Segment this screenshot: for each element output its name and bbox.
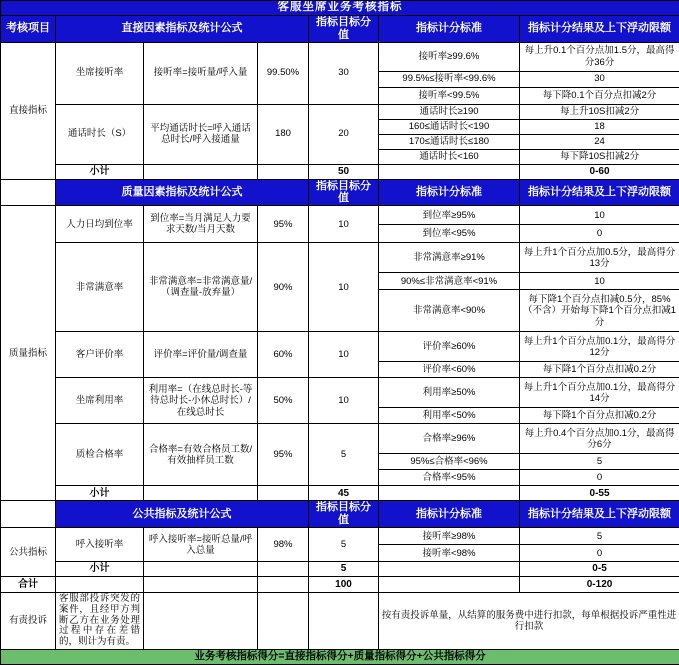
indicator-score: 10 [309,206,379,243]
criteria-standard: 接听率<99.5% [379,87,520,104]
header-public-indicator-formula: 公共指标及统计公式 [56,501,309,528]
criteria-result: 0 [520,225,679,243]
criteria-standard: 非常满意率≥91% [379,243,520,273]
indicator-formula: 非常满意率=非常满意量/（调查量-放弃量） [144,243,258,332]
criteria-standard: 95%≤合格率<96% [379,454,520,470]
subtotal-label: 小计 [56,562,144,577]
indicator-name: 质检合格率 [56,424,144,486]
subtotal-range: 0-55 [520,486,679,501]
indicator-score: 20 [309,104,379,164]
total-range: 0-120 [520,577,679,593]
indicator-target: 95% [258,424,309,486]
subtotal-label: 小计 [56,486,144,501]
empty-cell [258,486,309,501]
indicator-name: 通话时长（S） [56,104,144,164]
criteria-standard: 到位率≥95% [379,206,520,225]
indicator-formula: 到位率=当月满足人力要求天数/当月天数 [144,206,258,243]
subtotal-score: 50 [309,164,379,179]
empty-cell [144,164,258,179]
header-target-score: 指标目标分值 [309,15,379,42]
criteria-standard: 接听率≥99.6% [379,42,520,71]
indicator-name: 人力日均到位率 [56,206,144,243]
header-scoring-standard: 指标计分标准 [379,15,520,42]
empty-cell [144,486,258,501]
criteria-result: 每下降1个百分点扣减0.2分 [520,362,679,378]
header-scoring-standard: 指标计分标准 [379,501,520,528]
indicator-formula: 利用率=（在线总时长-等待总时长-小休总时长）/在线总时长 [144,378,258,424]
empty-cell [1,179,56,206]
criteria-standard: 利用率<50% [379,408,520,424]
empty-cell [258,593,309,649]
empty-cell [144,562,258,577]
indicator-name: 呼入接听率 [56,528,144,562]
total-score: 100 [309,577,379,593]
subtotal-range: 0-5 [520,562,679,577]
liability-description: 客服部投诉突发的案件，且经甲方判断乙方在业务处理过程中存在差错的，则计为有责。 [56,593,144,649]
criteria-standard: 接听率≥98% [379,528,520,545]
header-direct-factor-formula: 直接因素指标及统计公式 [56,15,309,42]
indicator-score: 10 [309,332,379,378]
criteria-standard: 评价率≥60% [379,332,520,362]
criteria-result: 10 [520,273,679,290]
empty-cell [379,486,520,501]
criteria-standard: 通话时长≥190 [379,104,520,119]
indicator-target: 95% [258,206,309,243]
criteria-result: 每上升1个百分点加0.5分，最高得分13分 [520,243,679,273]
indicator-score: 30 [309,42,379,104]
empty-cell [309,593,379,649]
indicator-name: 坐席接听率 [56,42,144,104]
indicator-formula: 呼入接听率=接听总量/呼入总量 [144,528,258,562]
criteria-result: 10 [520,206,679,225]
criteria-result: 5 [520,454,679,470]
indicator-target: 98% [258,528,309,562]
criteria-standard: 通话时长<160 [379,149,520,164]
criteria-standard: 90%≤非常满意率<91% [379,273,520,290]
liability-label: 有责投诉 [1,593,56,649]
subtotal-label: 小计 [56,164,144,179]
criteria-standard: 利用率≥50% [379,378,520,408]
empty-cell [56,577,144,593]
indicator-score: 10 [309,378,379,424]
header-scoring-standard: 指标计分标准 [379,179,520,206]
criteria-result: 每上升0.4个百分点加0.1分，最高得分6分 [520,424,679,454]
indicator-name: 客户评价率 [56,332,144,378]
indicator-name: 非常满意率 [56,243,144,332]
empty-cell [1,501,56,528]
criteria-result: 0 [520,545,679,562]
criteria-result: 每下降10S扣减2分 [520,149,679,164]
section-label-quality: 质量指标 [1,206,56,501]
criteria-standard: 160≤通话时长<190 [379,119,520,134]
indicator-score: 10 [309,243,379,332]
indicator-score: 5 [309,528,379,562]
header-quality-factor-formula: 质量因素指标及统计公式 [56,179,309,206]
criteria-standard: 接听率<98% [379,545,520,562]
indicator-target: 180 [258,104,309,164]
indicator-formula: 评价率=评价量/调查量 [144,332,258,378]
criteria-result: 30 [520,71,679,87]
criteria-result: 每下降1个百分点扣减0.2分 [520,408,679,424]
indicator-target: 60% [258,332,309,378]
criteria-standard: 到位率<95% [379,225,520,243]
criteria-standard: 合格率<95% [379,470,520,486]
section-label-direct: 直接指标 [1,42,56,179]
criteria-result: 0 [520,470,679,486]
indicator-target: 90% [258,243,309,332]
subtotal-range: 0-60 [520,164,679,179]
header-scoring-result: 指标计分结果及上下浮动限额 [520,15,679,42]
empty-cell [144,577,258,593]
criteria-result: 每上升1个百分点加0.1分，最高得分14分 [520,378,679,408]
indicator-score: 5 [309,424,379,486]
criteria-result: 5 [520,528,679,545]
liability-deduction: 按有责投诉单量，从结算的服务费中进行扣款，每单根据投诉严重性进行扣款 [379,593,679,649]
criteria-standard: 评价率<60% [379,362,520,378]
criteria-standard: 合格率≥96% [379,424,520,454]
criteria-standard: 99.5%≤接听率<99.6% [379,71,520,87]
empty-cell [379,164,520,179]
criteria-standard: 170≤通话时长≤180 [379,134,520,149]
subtotal-score: 5 [309,562,379,577]
empty-cell [379,562,520,577]
header-scoring-result: 指标计分结果及上下浮动限额 [520,179,679,206]
header-target-score: 指标目标分值 [309,179,379,206]
header-assessment-item: 考核项目 [1,15,56,42]
empty-cell [144,593,258,649]
empty-cell [258,164,309,179]
criteria-result: 每上升10S扣减2分 [520,104,679,119]
empty-cell [258,562,309,577]
empty-cell [258,577,309,593]
table-title: 客服坐席业务考核指标 [1,1,679,16]
subtotal-score: 45 [309,486,379,501]
indicator-target: 99.50% [258,42,309,104]
total-label: 合计 [1,577,56,593]
criteria-result: 每下降1个百分点扣减0.5分，85%（不含）开始每下降1个百分点扣减1分 [520,290,679,332]
indicator-formula: 接听率=接听量/呼入量 [144,42,258,104]
header-target-score: 指标目标分值 [309,501,379,528]
criteria-result: 每上升0.1个百分点加1.5分，最高得分36分 [520,42,679,71]
footer-score-formula: 业务考核指标得分=直接指标得分+质量指标得分+公共指标得分 [1,649,679,664]
indicator-name: 坐席利用率 [56,378,144,424]
section-label-public: 公共指标 [1,528,56,577]
empty-cell [379,577,520,593]
criteria-result: 18 [520,119,679,134]
criteria-result: 每下降0.1个百分点扣减2分 [520,87,679,104]
indicator-formula: 平均通话时长=呼入通话总时长/呼入接通量 [144,104,258,164]
criteria-result: 24 [520,134,679,149]
criteria-result: 每上升1个百分点加0.1分，最高得分12分 [520,332,679,362]
indicator-formula: 合格率=有效合格员工数/有效抽样员工数 [144,424,258,486]
header-scoring-result: 指标计分结果及上下浮动限额 [520,501,679,528]
indicator-target: 50% [258,378,309,424]
criteria-standard: 非常满意率<90% [379,290,520,332]
